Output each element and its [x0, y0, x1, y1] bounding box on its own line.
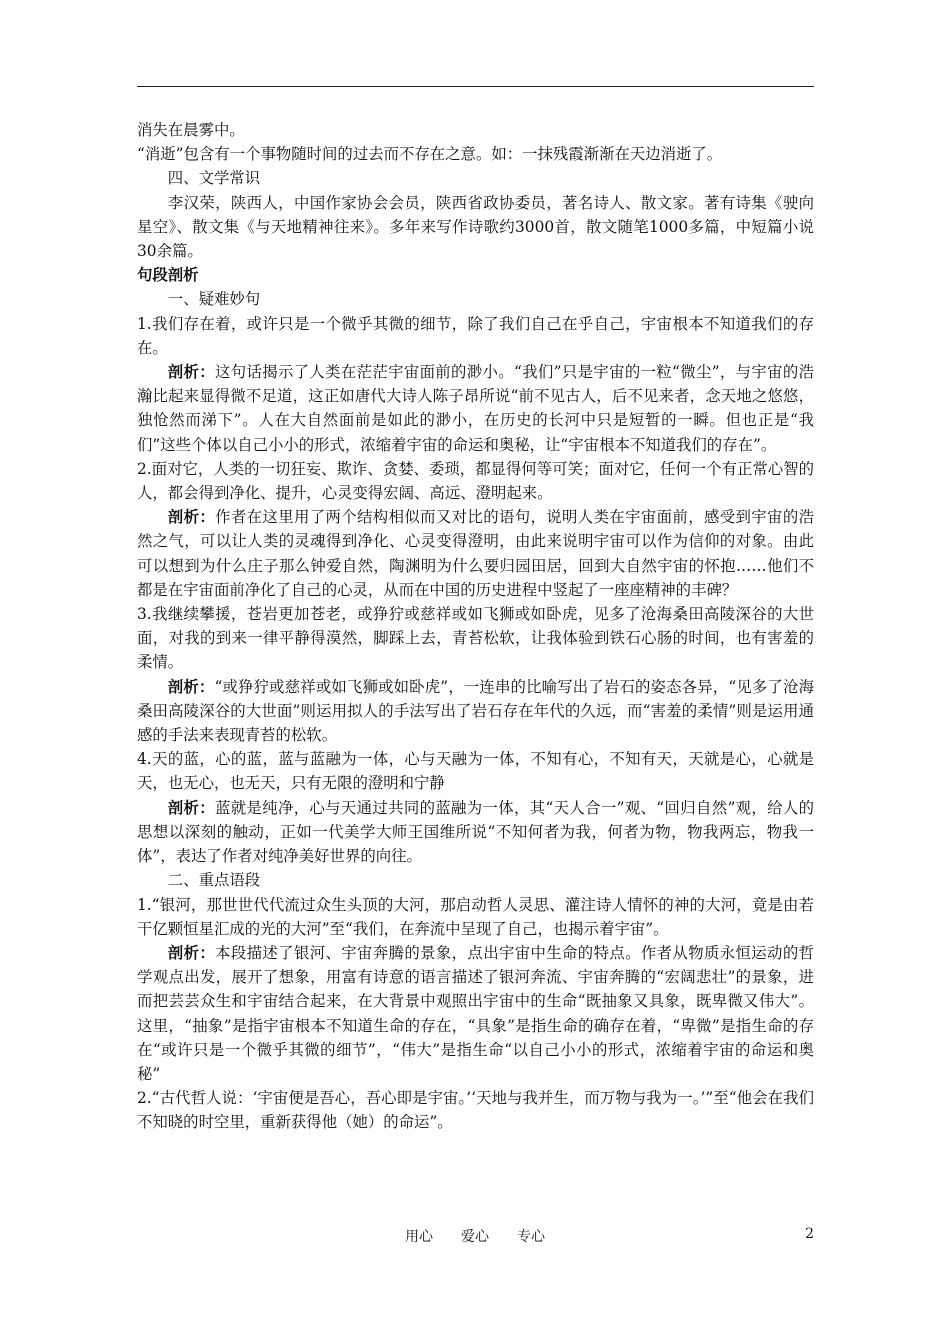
analysis-3	[137, 675, 814, 748]
analysis-label: 剖析：	[167, 363, 216, 382]
analysis-label: 剖析：	[167, 677, 215, 696]
analysis-text: 这句话揭示了人类在茫茫宇宙面前的渺小。“我们”只是宇宙的一粒“微尘”，与宇宙的浩瀚比起来显得微不足道，这正如唐代大诗人陈子昂所说“前不见古人，后不见来者，念天地之悠悠，独怆然而涕下”。人在大自然面前是如此的渺小，在历史的长河中只是短暂的一瞬。但也正是“我们”这些个体以自己小小的形式，浓缩着宇宙的命运和奥秘，让“宇宙根本不知道我们的存在”。	[137, 363, 814, 454]
subsection-2-title: 二、重点语段	[167, 871, 261, 890]
header-rule	[137, 86, 814, 87]
body-line-2: “消逝”包含有一个事物随时间的过去而不存在之意。如：一抹残霞渐渐在天边消逝了。	[137, 145, 723, 164]
sentence-4: 4.天的蓝，心的蓝，蓝与蓝融为一体，心与天融为一体，不知有心，不知有天，天就是心，心就是天，也无心，也无天，只有无限的澄明和宁静	[137, 750, 814, 793]
analysis-label: 剖析：	[167, 943, 216, 962]
page-body	[137, 118, 814, 1135]
section-4-title: 四、文学常识	[167, 169, 261, 188]
analysis-label: 剖析：	[167, 508, 216, 527]
passage-analysis-1	[137, 941, 814, 1086]
key-passage-1: 1.“银河，那世世代代流过众生头顶的大河，那启动哲人灵思、灌注诗人情怀的神的大河，竟是由若干亿颗恒星汇成的光的大河”至“我们，在奔流中呈现了自己，也揭示着宇宙”。	[137, 895, 814, 938]
sentence-2: 2.面对它，人类的一切狂妄、欺诈、贪婪、委琐，都显得何等可笑；面对它，任何一个有正常心智的人，都会得到净化、提升，心灵变得宏阔、高远、澄明起来。	[137, 459, 814, 503]
analysis-text: 蓝就是纯净，心与天通过共同的蓝融为一体，其“天人合一”观、“回归自然”观，给人的思想以深刻的触动，正如一代美学大师王国维所说“不知何者为我，何者为物，物我两忘，物我一体”，表达了作者对纯净美好世界的向往。	[137, 798, 814, 866]
author-bio: 李汉荣，陕西人，中国作家协会会员，陕西省政协委员，著名诗人、散文家。著有诗集《驶向星空》、散文集《与天地精神往来》。多年来写作诗歌约3000首，散文随笔1000多篇，中短篇小说30余篇。	[137, 193, 814, 261]
analysis-4	[137, 796, 814, 869]
analysis-text: “或狰狞或慈祥或如飞狮或如卧虎”，一连串的比喻写出了岩石的姿态各异，“见多了沧海桑田高陵深谷的大世面”则运用拟人的手法写出了岩石存在年代的久远，而“害羞的柔情”则是运用通感的手法来表现青苔的松软。	[137, 677, 814, 745]
sentence-1: 1.我们存在着，或许只是一个微乎其微的细节，除了我们自己在乎自己，宇宙根本不知道我们的存在。	[137, 314, 814, 357]
sentence-3: 3.我继续攀援，苍岩更加苍老，或狰狞或慈祥或如飞狮或如卧虎，见多了沧海桑田高陵深谷的大世面，对我的到来一律平静得漠然，脚踩上去，青苔松软，让我体验到铁石心肠的时间，也有害羞的柔情。	[137, 605, 814, 672]
analysis-1	[137, 360, 814, 457]
analysis-text: 作者在这里用了两个结构相似而又对比的语句，说明人类在宇宙面前，感受到宇宙的浩然之气，可以让人类的灵魂得到净化、心灵变得澄明，由此来说明宇宙可以作为信仰的对象。由此可以想到为什么庄子那么钟爱自然，陶渊明为什么要归园田居，回到大自然宇宙的怀抱……他们不都是在宇宙面前净化了自己的心灵，从而在中国的历史进程中竖起了一座座精神的丰碑？	[137, 508, 814, 599]
subsection-1-title: 一、疑难妙句	[167, 290, 261, 309]
analysis-label: 剖析：	[167, 798, 216, 817]
analysis-text: 本段描述了银河、宇宙奔腾的景象，点出宇宙中生命的特点。作者从物质永恒运动的哲学观点出发，展开了想象，用富有诗意的语言描述了银河奔流、宇宙奔腾的“宏阔悲壮”的景象，进而把芸芸众生和宇宙结合起来，在大背景中观照出宇宙中的生命“既抽象又具象，既卑微又伟大”。这里，“抽象”是指宇宙根本不知道生命的存在，“具象”是指生命的确存在着，“卑微”是指生命的存在“或许只是一个微乎其微的细节”，“伟大”是指生命“以自己小小的形式，浓缩着宇宙的命运和奥秘”	[137, 943, 814, 1083]
key-passage-2: 2.“古代哲人说：‘宇宙便是吾心，吾心即是宇宙。’‘天地与我并生，而万物与我为一。’”至“他会在我们不知晓的时空里，重新获得他（她）的命运”。	[137, 1089, 814, 1132]
footer-motto: 用心 爱心 专心	[405, 1229, 545, 1245]
page-footer	[0, 1226, 950, 1250]
body-line-1: 消失在晨雾中。	[137, 121, 245, 139]
analysis-2	[137, 505, 814, 602]
page-number: 2	[805, 1226, 814, 1242]
section-heading: 句段剖析	[137, 266, 199, 285]
